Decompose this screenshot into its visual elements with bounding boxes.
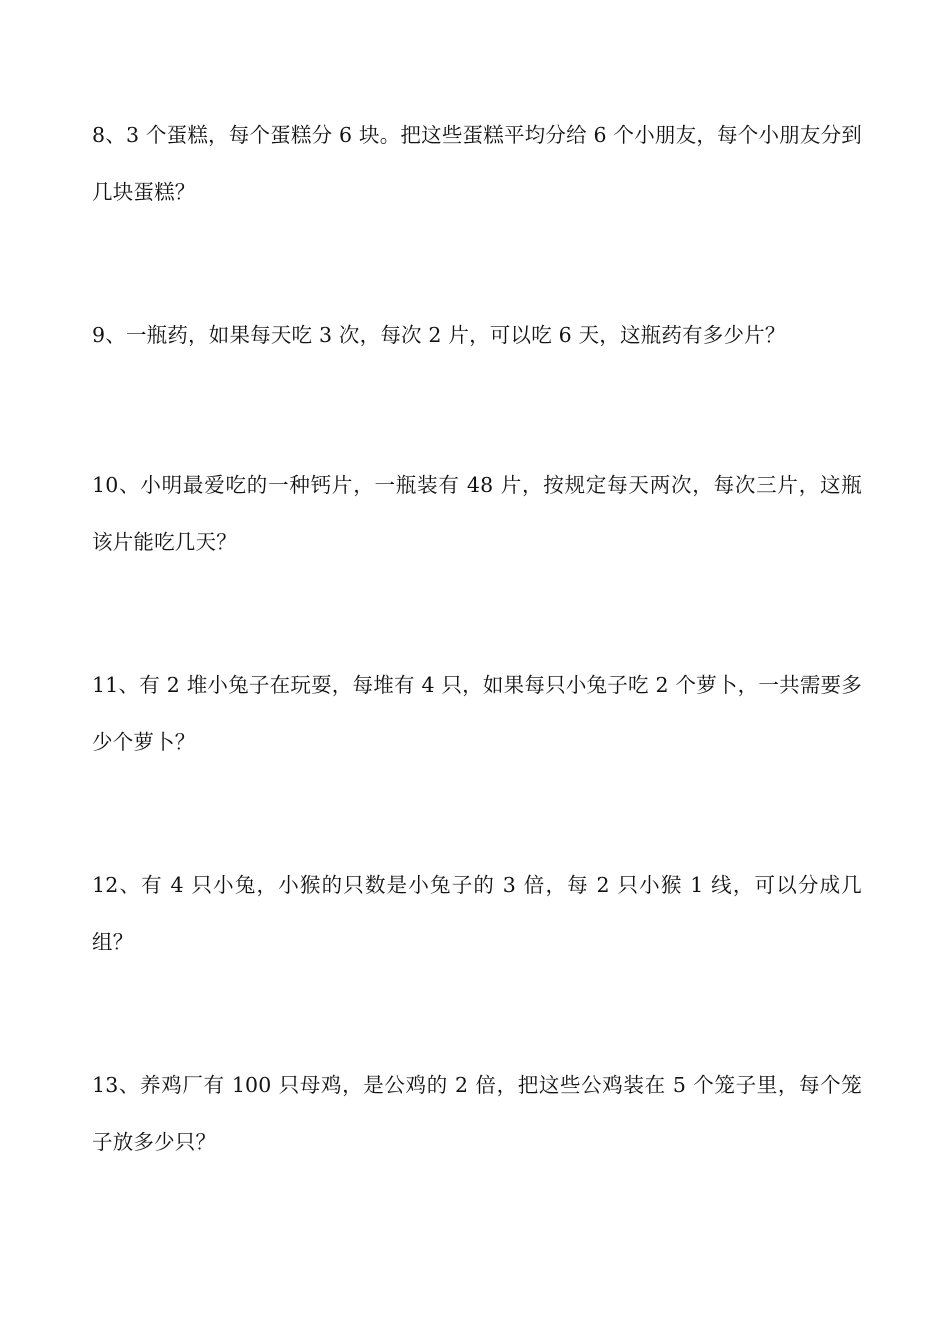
word-problem-11: 11、有 2 堆小兔子在玩耍，每堆有 4 只，如果每只小兔子吃 2 个萝卜，一共需要多少个萝卜？ <box>92 673 862 754</box>
word-problem-9: 9、一瓶药，如果每天吃 3 次，每次 2 片，可以吃 6 天，这瓶药有多少片？ <box>92 323 786 347</box>
word-problem-10: 10、小明最爱吃的一种钙片，一瓶装有 48 片，按规定每天两次，每次三片，这瓶该片能吃几天？ <box>92 473 862 554</box>
word-problem-13: 13、养鸡厂有 100 只母鸡，是公鸡的 2 倍，把这些公鸡装在 5 个笼子里，每个笼子放多少只？ <box>92 1073 862 1154</box>
word-problem-8: 8、3 个蛋糕，每个蛋糕分 6 块。把这些蛋糕平均分给 6 个小朋友，每个小朋友分到几块蛋糕？ <box>92 123 862 204</box>
word-problem-12: 12、有 4 只小兔，小猴的只数是小兔子的 3 倍，每 2 只小猴 1 线，可以分成几组？ <box>92 873 862 954</box>
